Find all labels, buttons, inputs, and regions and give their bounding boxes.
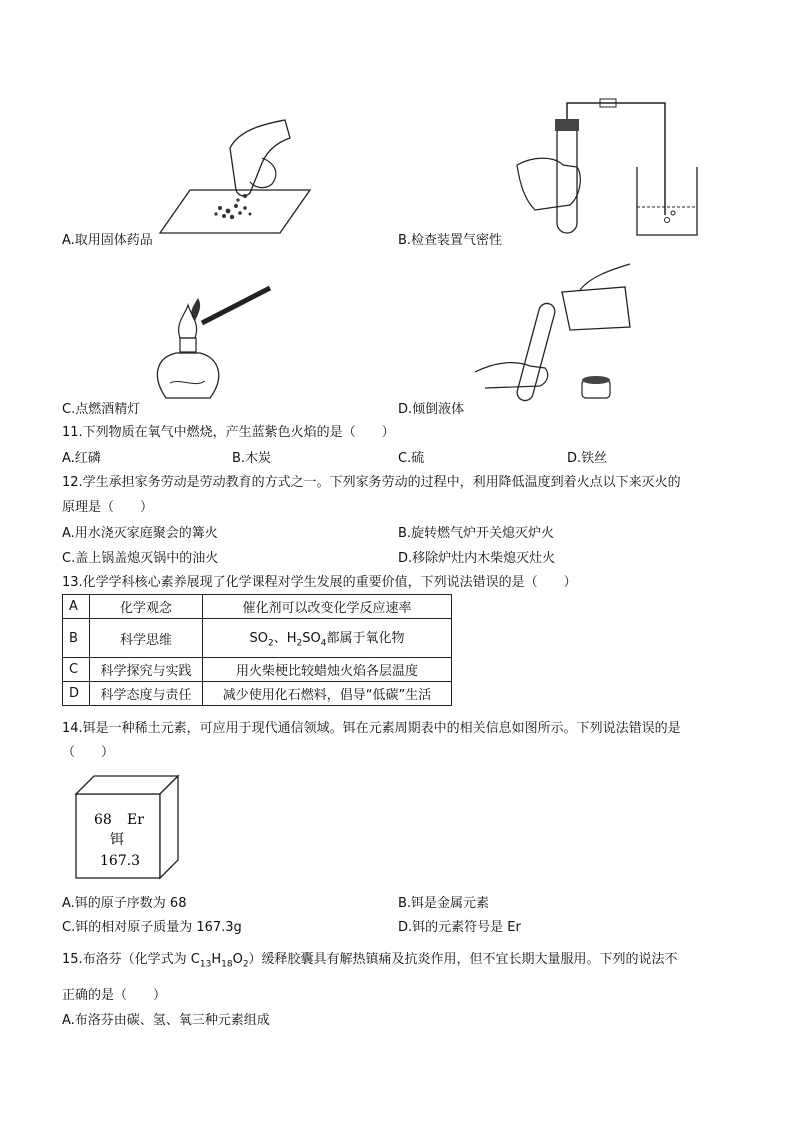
formula-so2: SO [249,631,268,647]
q14-option-d: D.铒的元素符号是 Er [398,920,521,935]
table-row [63,595,452,619]
row-letter: B [63,619,90,658]
row-content: 用火柴梗比较蜡烛火焰各层温度 [203,658,452,682]
table-row [63,682,452,706]
subscript: 2 [268,638,274,649]
row-content: 催化剂可以改变化学反应速率 [203,595,452,619]
element-mass: 167.3 [100,853,141,869]
element-name: 铒 [110,832,124,848]
element-box-erbium [72,772,184,882]
q14-option-b: B.铒是金属元素 [398,896,490,911]
figure-c-alcohol-lamp [140,283,280,408]
figure-b-airtightness-check [515,95,700,240]
figure-a-solid-reagent [150,118,320,238]
q14-option-c: C.铒的相对原子质量为 167.3g [62,920,242,935]
q14-stem-line1: 14.铒是一种稀土元素，可应用于现代通信领域。铒在元素周期表中的相关信息如图所示。下列说法错误的是 [62,721,681,736]
q15-stem-pre: 15.布洛芬（化学式为 C [62,952,200,967]
subscript: 2 [296,638,303,649]
subscript: 13 [199,959,212,970]
q13-table [62,594,452,706]
subscript: 18 [221,959,233,970]
q14-stem-line2: （ ） [62,745,115,760]
row-content [203,619,452,658]
figure-a-caption: A.取用固体药品 [62,233,153,248]
table-row [63,619,452,658]
q12-stem-line1: 12.学生承担家务劳动是劳动教育的方式之一。下列家务劳动的过程中，利用降低温度到着火点以下来灭火的 [62,475,681,490]
formula-part: H [211,952,222,967]
element-number: 68 [94,812,112,828]
q11-stem: 11.下列物质在氧气中燃烧，产生蓝紫色火焰的是（ ） [62,425,395,440]
element-symbol: Er [127,812,144,828]
q15-stem-line1 [62,951,678,974]
q12-stem-line2: 原理是（ ） [62,500,154,515]
formula-text: 都属于氧化物 [326,631,405,647]
q11-option-d: D.铁丝 [567,451,608,466]
formula-part: 、H [273,631,297,647]
figure-d-pouring-liquid [470,262,655,407]
q11-option-a: A.红磷 [62,451,101,466]
row-letter: D [63,682,90,706]
q15-stem-post: ）缓释胶囊具有解热镇痛及抗炎作用，但不宜长期大量服用。下列的说法不 [248,952,678,967]
formula-part: O [232,952,243,967]
q15-option-a: A.布洛芬由碳、氢、氧三种元素组成 [62,1013,270,1028]
q11-option-c: C.硫 [398,451,425,466]
q12-option-c: C.盖上锅盖熄灭锅中的油火 [62,551,219,566]
q13-stem: 13.化学学科核心素养展现了化学课程对学生发展的重要价值，下列说法错误的是（ ） [62,575,577,590]
figure-c-caption: C.点燃酒精灯 [62,402,141,417]
figure-d-caption: D.倾倒液体 [398,402,465,417]
q14-option-a: A.铒的原子序数为 68 [62,896,187,911]
subscript: 2 [242,959,249,970]
row-topic: 科学态度与责任 [90,682,203,706]
figure-b-caption: B.检查装置气密性 [398,233,503,248]
q12-option-a: A.用水浇灭家庭聚会的篝火 [62,526,218,541]
table-row [63,658,452,682]
row-topic: 科学思维 [90,619,203,658]
q12-option-b: B.旋转燃气炉开关熄灭炉火 [398,526,555,541]
q11-option-b: B.木炭 [232,451,272,466]
q15-stem-line2: 正确的是（ ） [62,988,167,1003]
row-letter: C [63,658,90,682]
formula-part: SO [302,631,321,647]
row-topic: 化学观念 [90,595,203,619]
row-content: 减少使用化石燃料，倡导“低碳”生活 [203,682,452,706]
row-topic: 科学探究与实践 [90,658,203,682]
q12-option-d: D.移除炉灶内木柴熄灭灶火 [398,551,556,566]
subscript: 4 [320,638,327,649]
row-letter: A [63,595,90,619]
